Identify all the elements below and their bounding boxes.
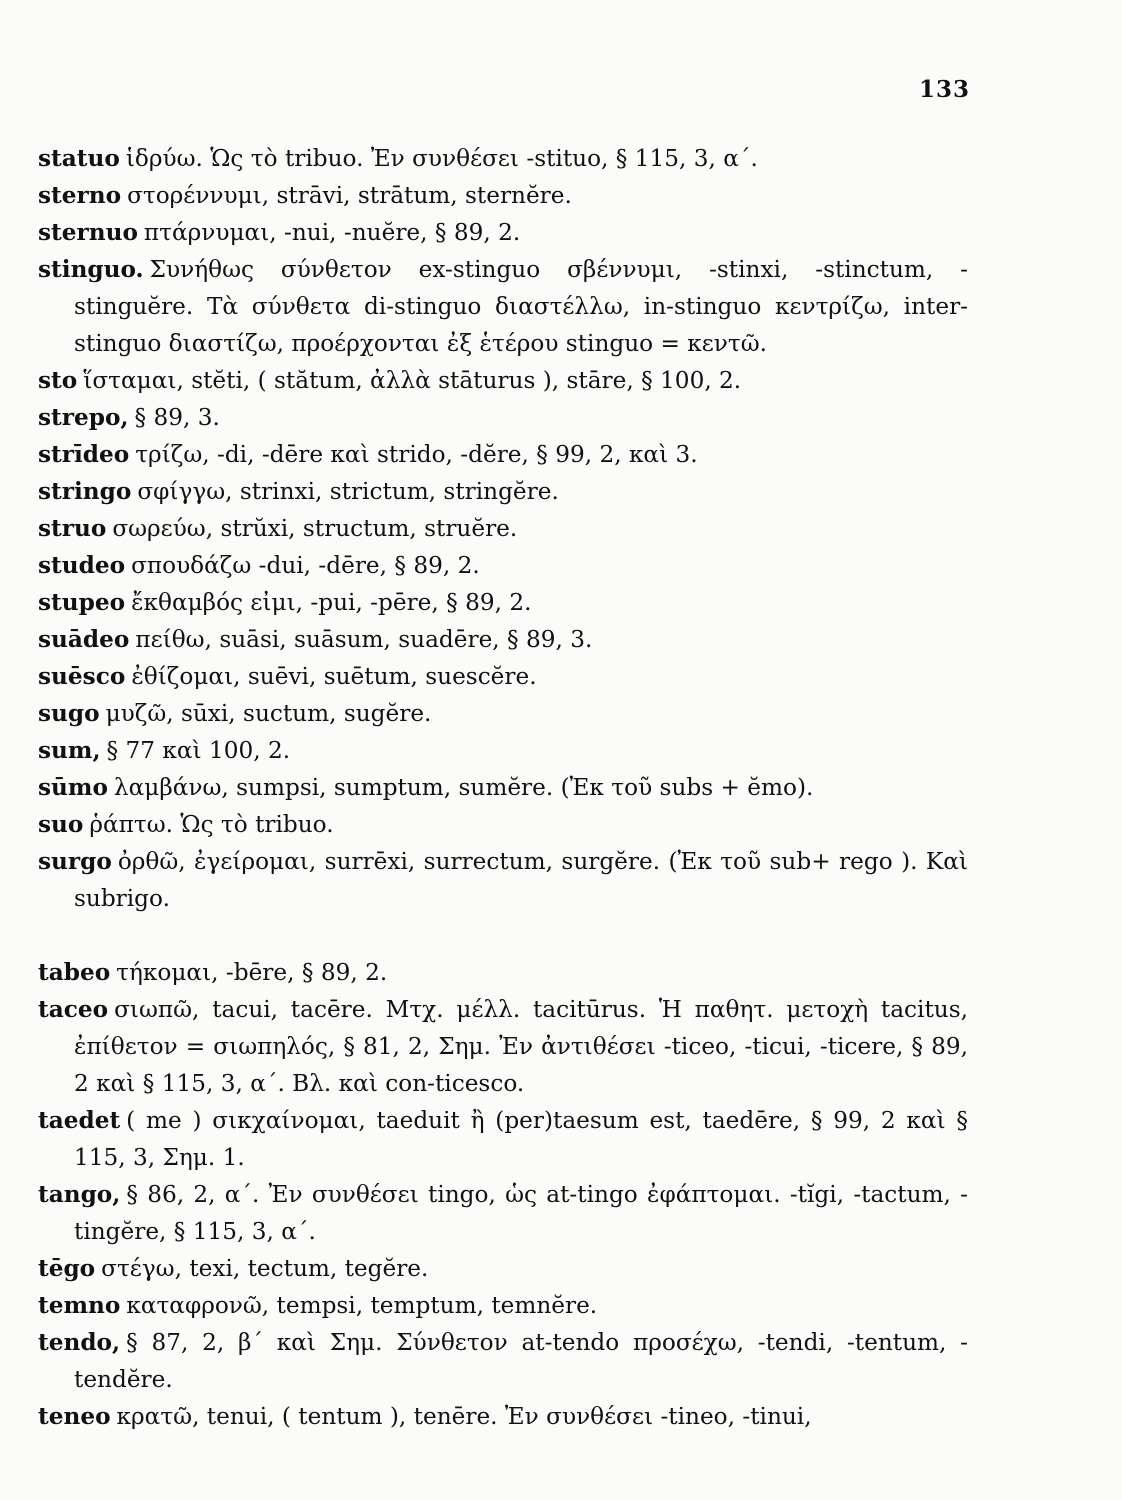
entry-tango (38, 1176, 968, 1250)
entry-list (38, 140, 968, 1435)
headword: studeo (38, 552, 126, 579)
entry-taedet (38, 1102, 968, 1176)
entry-text: καταφρονῶ, tempsi, temptum, temnĕre. (126, 1292, 598, 1319)
entry-strideo (38, 436, 968, 473)
entry-studeo (38, 547, 968, 584)
headword: suādeo (38, 626, 130, 653)
headword: suēsco (38, 663, 126, 690)
entry-suadeo (38, 621, 968, 658)
entry-sterno (38, 177, 968, 214)
entry-text: ἱδρύω. Ὡς τὸ tribuo. Ἐν συνθέσει -stituo, § 115, 3, α΄. (125, 145, 758, 172)
entry-stupeo (38, 584, 968, 621)
entry-teneo (38, 1398, 968, 1435)
entry-text: ὀρθῶ, ἐγείρομαι, surrēxi, surrectum, surgĕre. (Ἐκ τοῦ sub+ rego ). Καὶ subrigo. (74, 848, 968, 912)
entry-text: σωρεύω, strŭxi, structum, struĕre. (112, 515, 518, 542)
entry-text: Συνήθως σύνθετον ex-stinguo σβέννυμι, -stinxi, -stinctum, -stinguĕre. Τὰ σύνθετα di-stinguo διαστέλλω, in-stinguo κεντρίζω, inter-stinguo διαστίζω, προέρχονται ἐξ ἑτέρου stinguo = κεντῶ. (74, 256, 968, 357)
headword: sugo (38, 700, 100, 727)
headword: sto (38, 367, 78, 394)
headword: struo (38, 515, 107, 542)
entry-sum (38, 732, 968, 769)
entry-text: τήκομαι, -bēre, § 89, 2. (116, 959, 388, 986)
entry-tendo (38, 1324, 968, 1398)
entry-struo (38, 510, 968, 547)
entry-text: ἵσταμαι, stĕti, ( stătum, ἀλλὰ stāturus ), stāre, § 100, 2. (83, 367, 742, 394)
entry-sugo (38, 695, 968, 732)
entry-text: § 87, 2, β΄ καὶ Σημ. Σύνθετον at-tendo προσέχω, -tendi, -tentum, - tendĕre. (74, 1329, 968, 1393)
entry-text: § 86, 2, α΄. Ἐν συνθέσει tingo, ὡς at-tingo ἐφάπτομαι. -tĭgi, -tactum, -tingĕre, § 115, 3, α΄. (74, 1181, 968, 1245)
entry-surgo (38, 843, 968, 917)
entry-text: σφίγγω, strinxi, strictum, stringĕre. (137, 478, 559, 505)
headword: taceo (38, 996, 109, 1023)
entry-text: στορέννυμι, strāvi, strātum, sternĕre. (127, 182, 572, 209)
headword: sūmo (38, 774, 108, 801)
entry-text: σιωπῶ, tacui, tacēre. Μτχ. μέλλ. tacitūrus. Ἡ παθητ. μετοχὴ tacitus, ἐπίθετον = σιωπηλός, § 81, 2, Σημ. Ἐν ἀντιθέσει -ticeo, -ticui, -ticere, § 89, 2 καὶ § 115, 3, α΄. Βλ. καὶ con-ticesco. (74, 996, 968, 1097)
entry-text: ( me ) σικχαίνομαι, taeduit ἢ (per)taesum est, taedēre, § 99, 2 καὶ § 115, 3, Σημ. 1. (74, 1107, 968, 1171)
entry-temno (38, 1287, 968, 1324)
entry-stringo (38, 473, 968, 510)
headword: strepo, (38, 404, 129, 431)
entry-tego (38, 1250, 968, 1287)
headword: stupeo (38, 589, 126, 616)
headword: surgo (38, 848, 112, 875)
entry-tabeo (38, 954, 968, 991)
entry-suesco (38, 658, 968, 695)
entry-statuo (38, 140, 968, 177)
entry-text: ἔκθαμβός εἰμι, -pui, -pēre, § 89, 2. (131, 589, 532, 616)
headword: statuo (38, 145, 120, 172)
entry-text: κρατῶ, tenui, ( tentum ), tenēre. Ἐν συνθέσει -tineo, -tinui, (116, 1403, 812, 1430)
headword: suo (38, 811, 84, 838)
headword: sum, (38, 737, 101, 764)
page-number: 133 (918, 76, 970, 103)
headword: strīdeo (38, 441, 130, 468)
headword: temno (38, 1292, 121, 1319)
entry-text: σπουδάζω -dui, -dēre, § 89, 2. (131, 552, 480, 579)
headword: stinguo. (38, 256, 144, 283)
entry-stinguo (38, 251, 968, 362)
headword: stringo (38, 478, 132, 505)
entry-text: μυζῶ, sūxi, suctum, sugĕre. (105, 700, 432, 727)
entry-text: πτάρνυμαι, -nui, -nuĕre, § 89, 2. (143, 219, 521, 246)
headword: sternuo (38, 219, 138, 246)
headword: taedet (38, 1107, 121, 1134)
entry-strepo (38, 399, 968, 436)
headword: tango, (38, 1181, 121, 1208)
entry-sto (38, 362, 968, 399)
entry-taceo (38, 991, 968, 1102)
entry-text: τρίζω, -di, -dēre καὶ strido, -dĕre, § 99, 2, καὶ 3. (135, 441, 698, 468)
headword: tēgo (38, 1255, 96, 1282)
entry-text: ἐθίζομαι, suēvi, suētum, suescĕre. (131, 663, 537, 690)
entry-text: πείθω, suāsi, suāsum, suadēre, § 89, 3. (135, 626, 593, 653)
entry-text: § 89, 3. (134, 404, 220, 431)
headword: tendo, (38, 1329, 121, 1356)
headword: teneo (38, 1403, 111, 1430)
headword: sterno (38, 182, 122, 209)
entry-text: λαμβάνω, sumpsi, sumptum, sumĕre. (Ἐκ τοῦ subs + ĕmo). (113, 774, 814, 801)
entry-sternuo (38, 214, 968, 251)
entry-text: στέγω, texi, tectum, tegĕre. (101, 1255, 429, 1282)
entry-suo (38, 806, 968, 843)
entry-text: § 77 καὶ 100, 2. (106, 737, 291, 764)
entry-text: ῥάπτω. Ὡς τὸ tribuo. (89, 811, 334, 838)
headword: tabeo (38, 959, 111, 986)
entry-sumo (38, 769, 968, 806)
